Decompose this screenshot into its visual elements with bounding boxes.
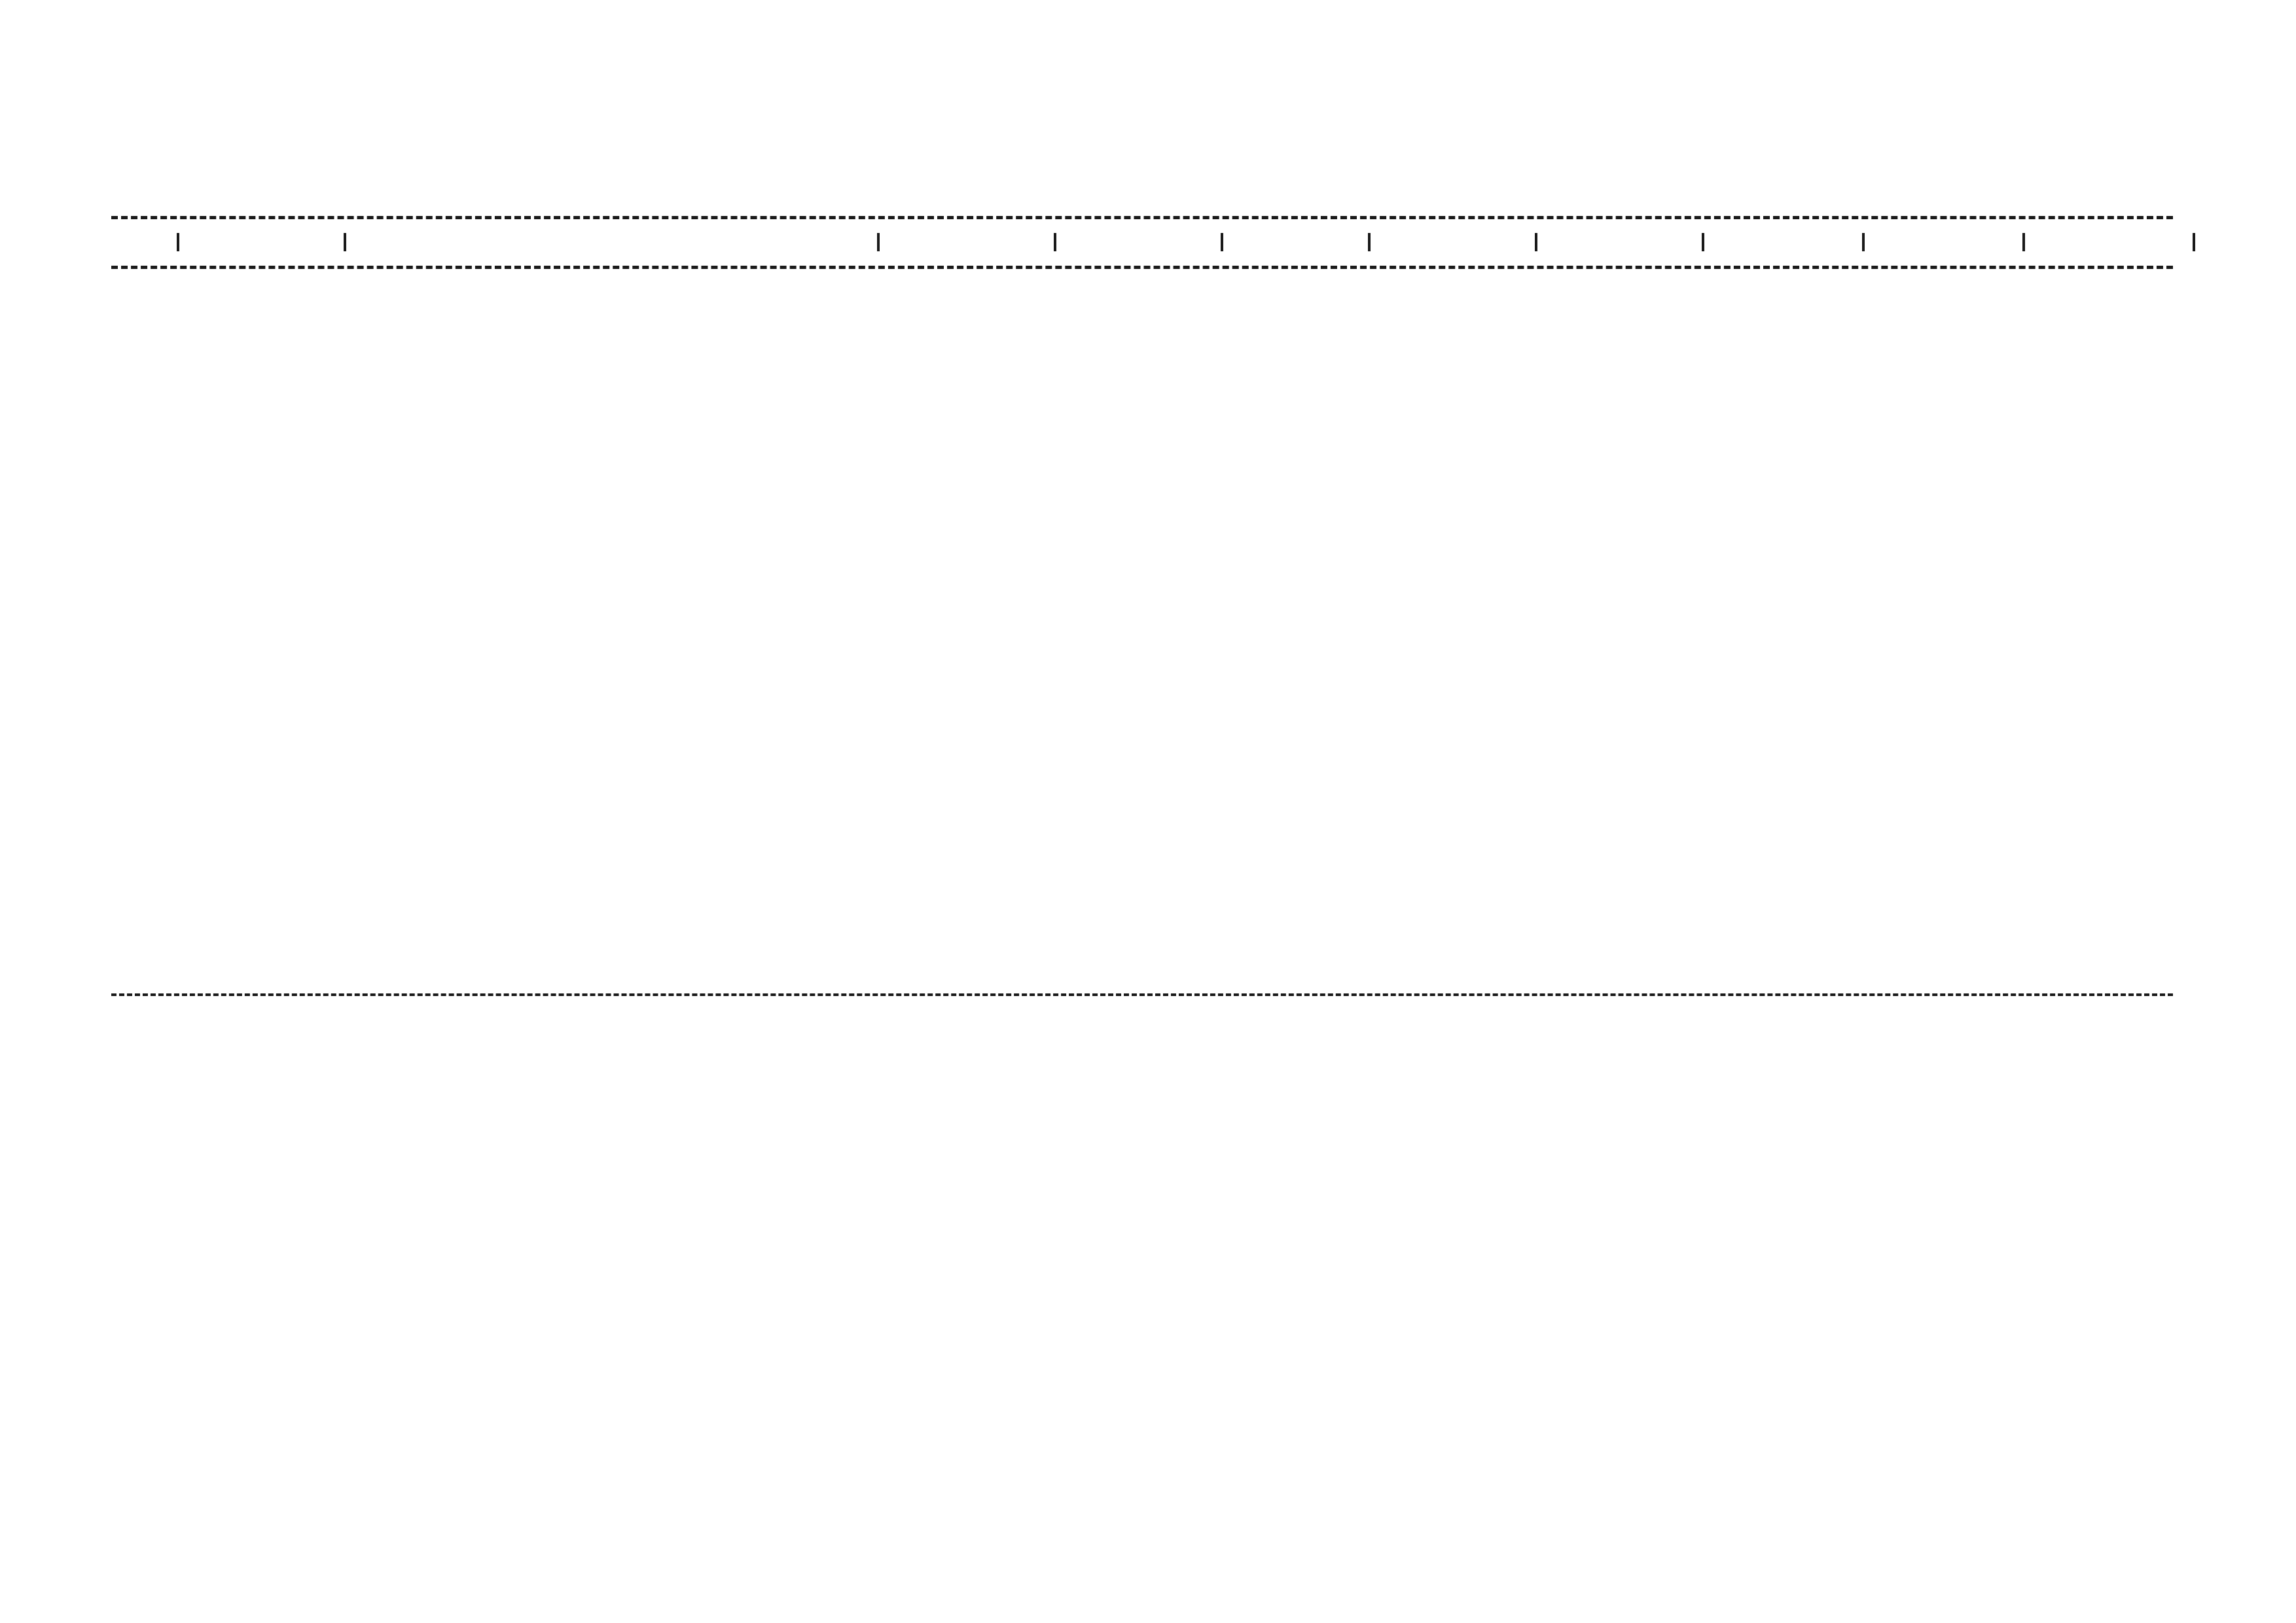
table-row (0, 693, 2296, 719)
table-row (0, 909, 2296, 935)
table-row (0, 396, 2296, 422)
column-separator (1368, 233, 1371, 251)
table-row (0, 963, 2296, 990)
table-row (0, 504, 2296, 530)
column-separator (344, 233, 346, 251)
column-separator (177, 233, 179, 251)
table-row (0, 558, 2296, 584)
table-row (0, 801, 2296, 827)
table-row (0, 855, 2296, 882)
table-row (0, 342, 2296, 368)
table-row (0, 639, 2296, 665)
totals-rule (111, 993, 2173, 996)
table-row (0, 450, 2296, 476)
column-separator (1862, 233, 1865, 251)
table-row (0, 288, 2296, 314)
column-separator (2193, 233, 2195, 251)
table-row (0, 774, 2296, 800)
table-row (0, 882, 2296, 908)
table-row (0, 477, 2296, 503)
table-header-rule (111, 266, 2173, 269)
table-top-rule (111, 216, 2173, 219)
table-row (0, 720, 2296, 746)
column-separator (1221, 233, 1223, 251)
column-separator (877, 233, 880, 251)
totals-row (0, 1011, 2296, 1037)
column-separator (1535, 233, 1537, 251)
table-row (0, 666, 2296, 692)
table-row (0, 829, 2296, 855)
column-separator (1054, 233, 1056, 251)
column-separator (1702, 233, 1704, 251)
totals-row (0, 1065, 2296, 1091)
column-separator (2022, 233, 2025, 251)
totals-row (0, 1038, 2296, 1064)
table-row (0, 936, 2296, 962)
table-row (0, 531, 2296, 558)
table-row (0, 315, 2296, 341)
table-row (0, 369, 2296, 395)
table-row (0, 612, 2296, 638)
table-row (0, 585, 2296, 611)
